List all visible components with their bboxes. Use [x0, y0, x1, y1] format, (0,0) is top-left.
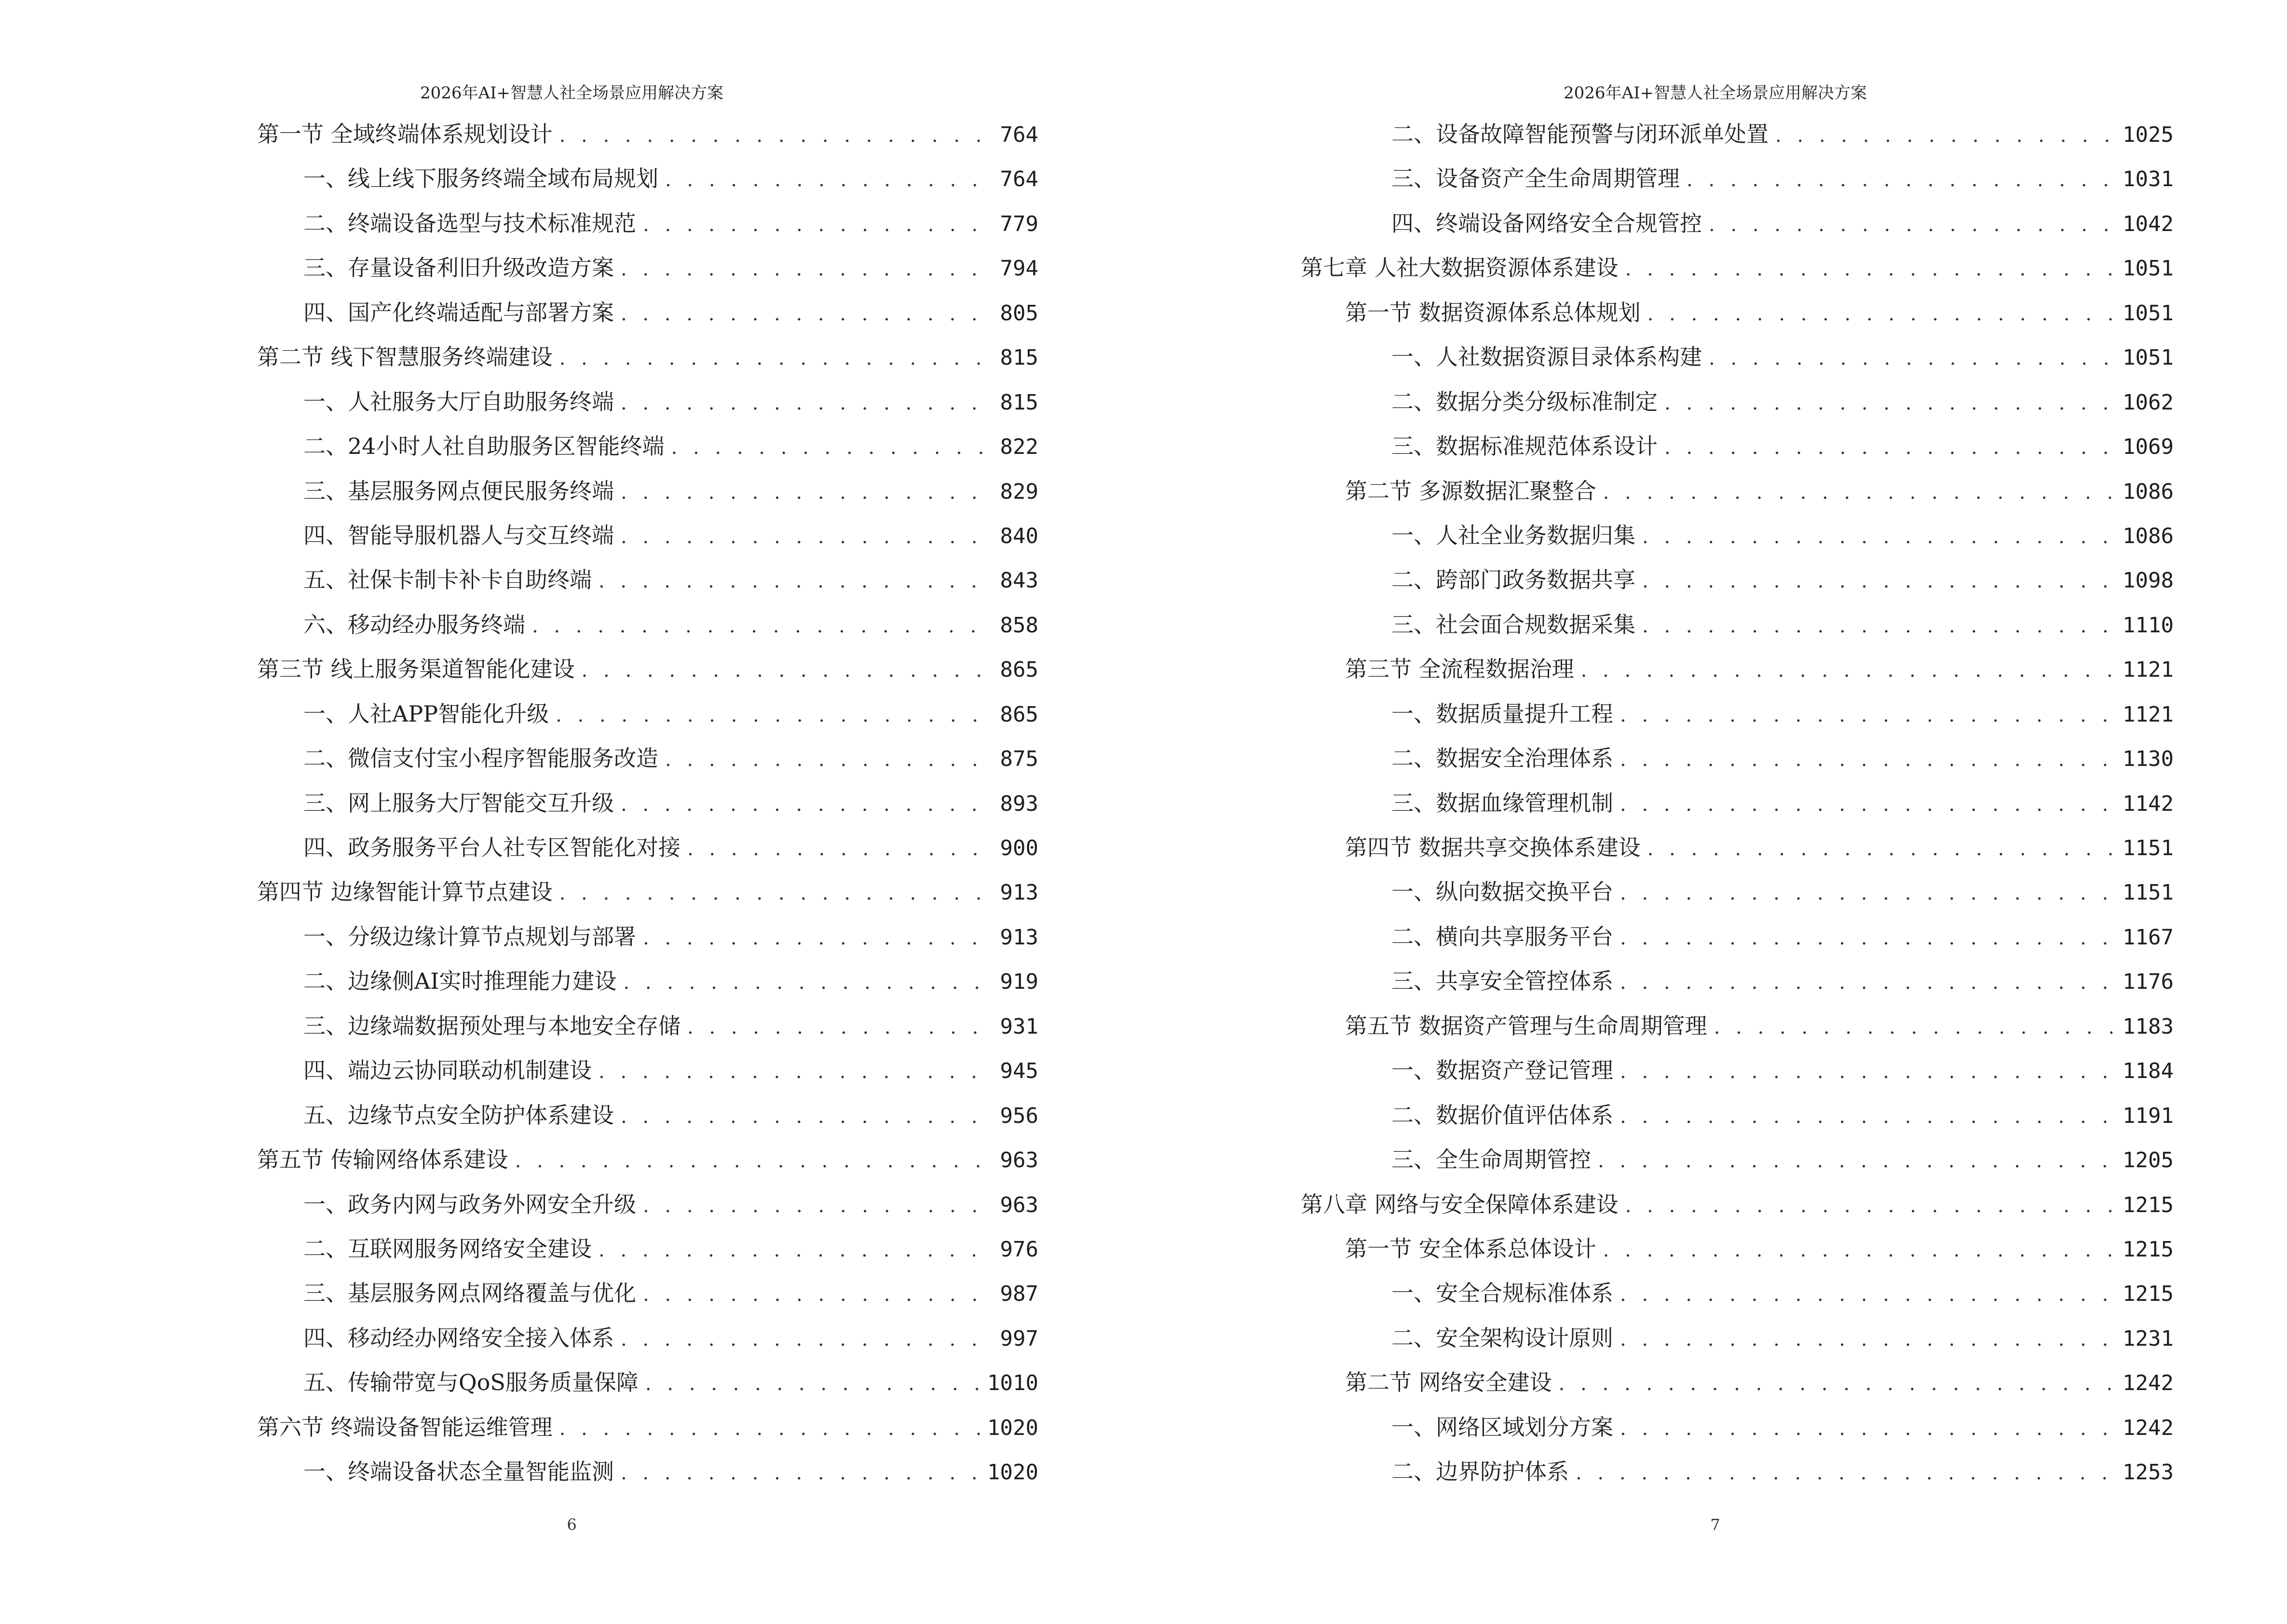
dot-leader: [1709, 209, 2116, 241]
toc-entry-title: 二、数据安全治理体系: [1391, 745, 1613, 772]
toc-subsection-entry[interactable]: [1301, 876, 2174, 920]
dot-leader: [1620, 1101, 2116, 1133]
toc-subsection-entry[interactable]: [213, 965, 1038, 1010]
toc-entry-title: 第二节 网络安全建设: [1345, 1369, 1552, 1396]
toc-entry-page-number: 1069: [2123, 435, 2174, 460]
toc-entry-page-number: 900: [1000, 836, 1038, 860]
toc-entry-page-number: 1010: [987, 1371, 1038, 1396]
dot-leader: [687, 833, 994, 865]
toc-subsection-entry[interactable]: [1301, 118, 2174, 163]
toc-entry-page-number: 945: [1000, 1059, 1038, 1084]
dot-leader: [532, 610, 994, 642]
dot-leader: [621, 253, 994, 285]
toc-subsection-entry[interactable]: [213, 564, 1038, 608]
toc-entry-title: 第一节 全域终端体系规划设计: [257, 121, 553, 147]
toc-entry-title: 四、智能导服机器人与交互终端: [303, 522, 614, 548]
toc-entry-page-number: 779: [1000, 211, 1038, 236]
dot-leader: [643, 922, 994, 954]
toc-subsection-entry[interactable]: [213, 832, 1038, 876]
dot-leader: [559, 342, 994, 374]
toc-subsection-entry[interactable]: [1301, 1054, 2174, 1099]
toc-entry-title: 一、政务内网与政务外网安全升级: [303, 1191, 636, 1217]
toc-entry-page-number: 815: [1000, 345, 1038, 370]
dot-leader: [1603, 1234, 2116, 1266]
toc-entry-page-number: 1215: [2123, 1282, 2174, 1307]
dot-leader: [1620, 922, 2116, 954]
toc-entry-title: 二、数据分类分级标准制定: [1391, 388, 1658, 415]
toc-entry-title: 五、边缘节点安全防护体系建设: [303, 1102, 614, 1128]
dot-leader: [1625, 253, 2116, 285]
toc-entry-title: 第二节 线下智慧服务终端建设: [257, 344, 553, 370]
toc-entry-title: 一、网络区域划分方案: [1391, 1414, 1613, 1440]
toc-entry-page-number: 1086: [2123, 523, 2174, 548]
toc-subsection-entry[interactable]: [213, 475, 1038, 519]
dot-leader: [1775, 120, 2116, 151]
toc-entry-title: 第一节 安全体系总体设计: [1345, 1235, 1596, 1262]
toc-section-entry[interactable]: [1301, 1010, 2174, 1054]
toc-entry-title: 三、基层服务网点网络覆盖与优化: [303, 1280, 636, 1307]
dot-leader: [1647, 298, 2116, 330]
toc-entry-page-number: 931: [1000, 1014, 1038, 1039]
toc-entry-page-number: 1151: [2123, 836, 2174, 860]
toc-subsection-entry[interactable]: [1301, 341, 2174, 385]
toc-entry-page-number: 1130: [2123, 747, 2174, 772]
toc-entry-title: 三、网上服务大厅智能交互升级: [303, 790, 614, 816]
toc-subsection-entry[interactable]: [1301, 1411, 2174, 1456]
toc-entry-page-number: 1121: [2123, 702, 2174, 727]
toc-list: [1301, 118, 2174, 1501]
dot-leader: [1576, 1457, 2116, 1489]
dot-leader: [1620, 1324, 2116, 1355]
dot-leader: [1620, 1279, 2116, 1310]
toc-subsection-entry[interactable]: [1301, 787, 2174, 832]
toc-subsection-entry[interactable]: [213, 207, 1038, 252]
toc-subsection-entry[interactable]: [213, 921, 1038, 965]
dot-leader: [599, 1056, 994, 1088]
toc-entry-page-number: 1167: [2123, 925, 2174, 950]
toc-subsection-entry[interactable]: [1301, 1099, 2174, 1144]
toc-section-entry[interactable]: [213, 1411, 1038, 1456]
dot-leader: [1709, 342, 2116, 374]
toc-entry-page-number: 963: [1000, 1148, 1038, 1173]
toc-subsection-entry[interactable]: [213, 1322, 1038, 1366]
toc-entry-page-number: 764: [1000, 123, 1038, 147]
toc-entry-page-number: 1215: [2123, 1237, 2174, 1262]
toc-entry-title: 一、人社服务大厅自助服务终端: [303, 388, 614, 415]
dot-leader: [665, 164, 994, 196]
toc-entry-title: 四、政务服务平台人社专区智能化对接: [303, 834, 681, 860]
toc-entry-page-number: 1020: [987, 1460, 1038, 1485]
toc-entry-title: 三、存量设备利旧升级改造方案: [303, 255, 614, 281]
toc-entry-title: 四、移动经办网络安全接入体系: [303, 1324, 614, 1351]
toc-entry-title: 第四节 边缘智能计算节点建设: [257, 879, 553, 905]
dot-leader: [621, 1457, 980, 1489]
dot-leader: [1620, 744, 2116, 776]
page-header: 2026年AI+智慧人社全场景应用解决方案: [1564, 83, 1867, 103]
toc-entry-page-number: 1253: [2123, 1460, 2174, 1485]
toc-entry-page-number: 1098: [2123, 568, 2174, 593]
toc-entry-page-number: 822: [1000, 435, 1038, 460]
toc-section-entry[interactable]: [1301, 1233, 2174, 1277]
toc-entry-title: 二、24小时人社自助服务区智能终端: [303, 433, 665, 460]
toc-subsection-entry[interactable]: [1301, 386, 2174, 430]
toc-entry-page-number: 1031: [2123, 167, 2174, 192]
toc-entry-title: 一、数据质量提升工程: [1391, 700, 1613, 727]
dot-leader: [515, 1145, 994, 1177]
toc-entry-page-number: 865: [1000, 702, 1038, 727]
toc-subsection-entry[interactable]: [1301, 163, 2174, 207]
toc-entry-page-number: 865: [1000, 657, 1038, 682]
toc-entry-page-number: 1242: [2123, 1371, 2174, 1396]
toc-entry-page-number: 997: [1000, 1326, 1038, 1351]
toc-subsection-entry[interactable]: [213, 1054, 1038, 1099]
toc-entry-title: 三、全生命周期管控: [1391, 1146, 1591, 1173]
toc-entry-page-number: 1121: [2123, 657, 2174, 682]
toc-subsection-entry[interactable]: [1301, 564, 2174, 608]
dot-leader: [621, 521, 994, 553]
dot-leader: [1647, 833, 2116, 865]
toc-entry-title: 一、分级边缘计算节点规划与部署: [303, 923, 636, 950]
dot-leader: [599, 565, 994, 597]
toc-entry-title: 第三节 线上服务渠道智能化建设: [257, 656, 575, 682]
dot-leader: [1598, 1145, 2116, 1177]
toc-entry-page-number: 858: [1000, 613, 1038, 638]
toc-entry-page-number: 1062: [2123, 390, 2174, 415]
toc-entry-title: 一、纵向数据交换平台: [1391, 879, 1613, 905]
toc-entry-page-number: 1020: [987, 1415, 1038, 1440]
toc-entry-title: 二、数据价值评估体系: [1391, 1102, 1613, 1128]
toc-entry-page-number: 843: [1000, 568, 1038, 593]
toc-entry-page-number: 963: [1000, 1192, 1038, 1217]
dot-leader: [621, 1101, 994, 1133]
toc-section-entry[interactable]: [213, 876, 1038, 920]
toc-subsection-entry[interactable]: [1301, 609, 2174, 653]
toc-entry-page-number: 913: [1000, 925, 1038, 950]
dot-leader: [621, 789, 994, 820]
toc-section-entry[interactable]: [1301, 832, 2174, 876]
toc-entry-title: 五、传输带宽与QoS服务质量保障: [303, 1369, 639, 1396]
toc-entry-title: 二、边界防护体系: [1391, 1459, 1569, 1485]
dot-leader: [665, 744, 994, 776]
toc-entry-title: 一、数据资产登记管理: [1391, 1057, 1613, 1084]
dot-leader: [1664, 432, 2116, 464]
toc-entry-page-number: 1142: [2123, 791, 2174, 816]
toc-entry-page-number: 976: [1000, 1237, 1038, 1262]
dot-leader: [1714, 1011, 2116, 1043]
toc-chapter-entry[interactable]: [1301, 252, 2174, 296]
dot-leader: [556, 699, 993, 731]
toc-entry-title: 第八章 网络与安全保障体系建设: [1301, 1191, 1619, 1217]
toc-entry-title: 二、设备故障智能预警与闭环派单处置: [1391, 121, 1769, 147]
toc-entry-title: 二、终端设备选型与技术标准规范: [303, 210, 636, 236]
toc-entry-title: 三、基层服务网点便民服务终端: [303, 478, 614, 504]
toc-subsection-entry[interactable]: [213, 1366, 1038, 1411]
dot-leader: [687, 1011, 994, 1043]
dot-leader: [1581, 655, 2116, 686]
toc-entry-title: 六、移动经办服务终端: [303, 611, 525, 638]
toc-entry-title: 二、横向共享服务平台: [1391, 923, 1613, 950]
toc-list: [213, 118, 1038, 1501]
toc-entry-page-number: 1051: [2123, 345, 2174, 370]
toc-entry-title: 二、微信支付宝小程序智能服务改造: [303, 745, 658, 772]
dot-leader: [1642, 565, 2116, 597]
toc-entry-page-number: 913: [1000, 880, 1038, 905]
toc-subsection-entry[interactable]: [1301, 965, 2174, 1010]
dot-leader: [1620, 877, 2116, 909]
toc-entry-title: 三、设备资产全生命周期管理: [1391, 165, 1680, 192]
toc-entry-page-number: 1086: [2123, 479, 2174, 504]
toc-subsection-entry[interactable]: [1301, 921, 2174, 965]
toc-entry-title: 四、国产化终端适配与部署方案: [303, 299, 614, 326]
toc-section-entry[interactable]: [213, 1144, 1038, 1188]
toc-entry-page-number: 1205: [2123, 1148, 2174, 1173]
toc-entry-page-number: 1110: [2123, 613, 2174, 638]
toc-subsection-entry[interactable]: [213, 1010, 1038, 1054]
dot-leader: [1620, 789, 2116, 820]
toc-entry-page-number: 1042: [2123, 211, 2174, 236]
toc-entry-title: 三、社会面合规数据采集: [1391, 611, 1635, 638]
toc-entry-page-number: 764: [1000, 167, 1038, 192]
dot-leader: [621, 1324, 994, 1355]
toc-entry-title: 二、安全架构设计原则: [1391, 1324, 1613, 1351]
toc-entry-title: 一、人社全业务数据归集: [1391, 522, 1635, 548]
toc-subsection-entry[interactable]: [213, 1099, 1038, 1144]
dot-leader: [582, 655, 994, 686]
toc-subsection-entry[interactable]: [213, 430, 1038, 475]
toc-entry-title: 二、互联网服务网络安全建设: [303, 1235, 592, 1262]
toc-entry-page-number: 1183: [2123, 1014, 2174, 1039]
dot-leader: [621, 477, 994, 508]
toc-subsection-entry[interactable]: [213, 252, 1038, 296]
dot-leader: [559, 120, 994, 151]
toc-entry-page-number: 815: [1000, 390, 1038, 415]
toc-entry-title: 一、人社数据资源目录体系构建: [1391, 344, 1702, 370]
toc-section-entry[interactable]: [213, 341, 1038, 385]
toc-subsection-entry[interactable]: [213, 787, 1038, 832]
toc-entry-title: 二、边缘侧AI实时推理能力建设: [303, 968, 617, 995]
toc-entry-page-number: 875: [1000, 747, 1038, 772]
toc-entry-title: 二、跨部门政务数据共享: [1391, 567, 1635, 593]
toc-subsection-entry[interactable]: [213, 1233, 1038, 1277]
toc-subsection-entry[interactable]: [213, 519, 1038, 564]
toc-entry-page-number: 1184: [2123, 1059, 2174, 1084]
toc-section-entry[interactable]: [1301, 475, 2174, 519]
dot-leader: [621, 298, 994, 330]
toc-entry-title: 三、数据标准规范体系设计: [1391, 433, 1658, 460]
dot-leader: [645, 1368, 980, 1400]
dot-leader: [623, 967, 993, 998]
toc-entry-title: 第一节 数据资源体系总体规划: [1345, 299, 1641, 326]
dot-leader: [1620, 967, 2116, 998]
toc-entry-title: 一、人社APP智能化升级: [303, 700, 549, 727]
dot-leader: [1664, 387, 2116, 419]
toc-entry-title: 第七章 人社大数据资源体系建设: [1301, 255, 1619, 281]
dot-leader: [1687, 164, 2116, 196]
toc-entry-page-number: 956: [1000, 1103, 1038, 1128]
toc-entry-title: 五、社保卡制卡补卡自助终端: [303, 567, 592, 593]
toc-subsection-entry[interactable]: [213, 386, 1038, 430]
toc-entry-title: 第六节 终端设备智能运维管理: [257, 1414, 553, 1440]
toc-subsection-entry[interactable]: [1301, 1144, 2174, 1188]
toc-entry-page-number: 1025: [2123, 123, 2174, 147]
toc-entry-title: 第三节 全流程数据治理: [1345, 656, 1574, 682]
dot-leader: [643, 1279, 994, 1310]
toc-entry-title: 第四节 数据共享交换体系建设: [1345, 834, 1641, 860]
toc-entry-page-number: 1191: [2123, 1103, 2174, 1128]
dot-leader: [1642, 610, 2116, 642]
dot-leader: [1620, 1413, 2116, 1445]
toc-entry-title: 三、数据血缘管理机制: [1391, 790, 1613, 816]
toc-chapter-entry[interactable]: [1301, 1188, 2174, 1233]
toc-entry-page-number: 987: [1000, 1282, 1038, 1307]
toc-entry-page-number: 1215: [2123, 1192, 2174, 1217]
toc-section-entry[interactable]: [1301, 653, 2174, 697]
toc-entry-page-number: 1051: [2123, 256, 2174, 281]
toc-subsection-entry[interactable]: [1301, 742, 2174, 787]
dot-leader: [599, 1234, 994, 1266]
toc-page-right: [1144, 0, 2287, 1624]
toc-entry-title: 一、终端设备状态全量智能监测: [303, 1459, 614, 1485]
toc-entry-title: 四、端边云协同联动机制建设: [303, 1057, 592, 1084]
toc-section-entry[interactable]: [1301, 297, 2174, 341]
toc-entry-page-number: 1176: [2123, 969, 2174, 995]
dot-leader: [643, 209, 994, 241]
toc-entry-page-number: 805: [1000, 300, 1038, 326]
toc-section-entry[interactable]: [213, 653, 1038, 697]
dot-leader: [559, 877, 994, 909]
dot-leader: [1625, 1190, 2116, 1222]
dot-leader: [1620, 1056, 2116, 1088]
dot-leader: [1642, 521, 2116, 553]
page-number: 6: [567, 1515, 577, 1534]
toc-entry-title: 第二节 多源数据汇聚整合: [1345, 478, 1596, 504]
toc-subsection-entry[interactable]: [213, 698, 1038, 742]
toc-entry-title: 三、边缘端数据预处理与本地安全存储: [303, 1012, 681, 1039]
dot-leader: [1620, 699, 2116, 731]
toc-entry-title: 一、线上线下服务终端全域布局规划: [303, 165, 658, 192]
dot-leader: [671, 432, 994, 464]
toc-subsection-entry[interactable]: [1301, 519, 2174, 564]
toc-entry-page-number: 1151: [2123, 880, 2174, 905]
toc-entry-title: 一、安全合规标准体系: [1391, 1280, 1613, 1307]
toc-entry-title: 四、终端设备网络安全合规管控: [1391, 210, 1702, 236]
toc-entry-page-number: 919: [1000, 969, 1038, 995]
page-header: 2026年AI+智慧人社全场景应用解决方案: [420, 83, 723, 103]
dot-leader: [1559, 1368, 2116, 1400]
toc-subsection-entry[interactable]: [1301, 430, 2174, 475]
toc-subsection-entry[interactable]: [1301, 207, 2174, 252]
toc-entry-page-number: 840: [1000, 523, 1038, 548]
dot-leader: [621, 387, 994, 419]
toc-subsection-entry[interactable]: [213, 1188, 1038, 1233]
toc-entry-page-number: 893: [1000, 791, 1038, 816]
toc-entry-page-number: 794: [1000, 256, 1038, 281]
toc-subsection-entry[interactable]: [213, 297, 1038, 341]
toc-entry-page-number: 829: [1000, 479, 1038, 504]
toc-entry-page-number: 1231: [2123, 1326, 2174, 1351]
toc-entry-title: 三、共享安全管控体系: [1391, 968, 1613, 995]
toc-section-entry[interactable]: [213, 118, 1038, 163]
toc-entry-title: 第五节 传输网络体系建设: [257, 1146, 508, 1173]
toc-subsection-entry[interactable]: [213, 1456, 1038, 1500]
page-number: 7: [1710, 1515, 1720, 1534]
toc-entry-page-number: 1051: [2123, 300, 2174, 326]
toc-subsection-entry[interactable]: [213, 742, 1038, 787]
toc-subsection-entry[interactable]: [213, 609, 1038, 653]
dot-leader: [559, 1413, 980, 1445]
toc-entry-page-number: 1242: [2123, 1415, 2174, 1440]
toc-subsection-entry[interactable]: [213, 163, 1038, 207]
toc-subsection-entry[interactable]: [1301, 1456, 2174, 1500]
toc-subsection-entry[interactable]: [1301, 698, 2174, 742]
toc-subsection-entry[interactable]: [1301, 1277, 2174, 1322]
toc-entry-title: 第五节 数据资产管理与生命周期管理: [1345, 1012, 1707, 1039]
dot-leader: [643, 1190, 994, 1222]
dot-leader: [1603, 477, 2116, 508]
toc-subsection-entry[interactable]: [213, 1277, 1038, 1322]
toc-subsection-entry[interactable]: [1301, 1322, 2174, 1366]
toc-section-entry[interactable]: [1301, 1366, 2174, 1411]
